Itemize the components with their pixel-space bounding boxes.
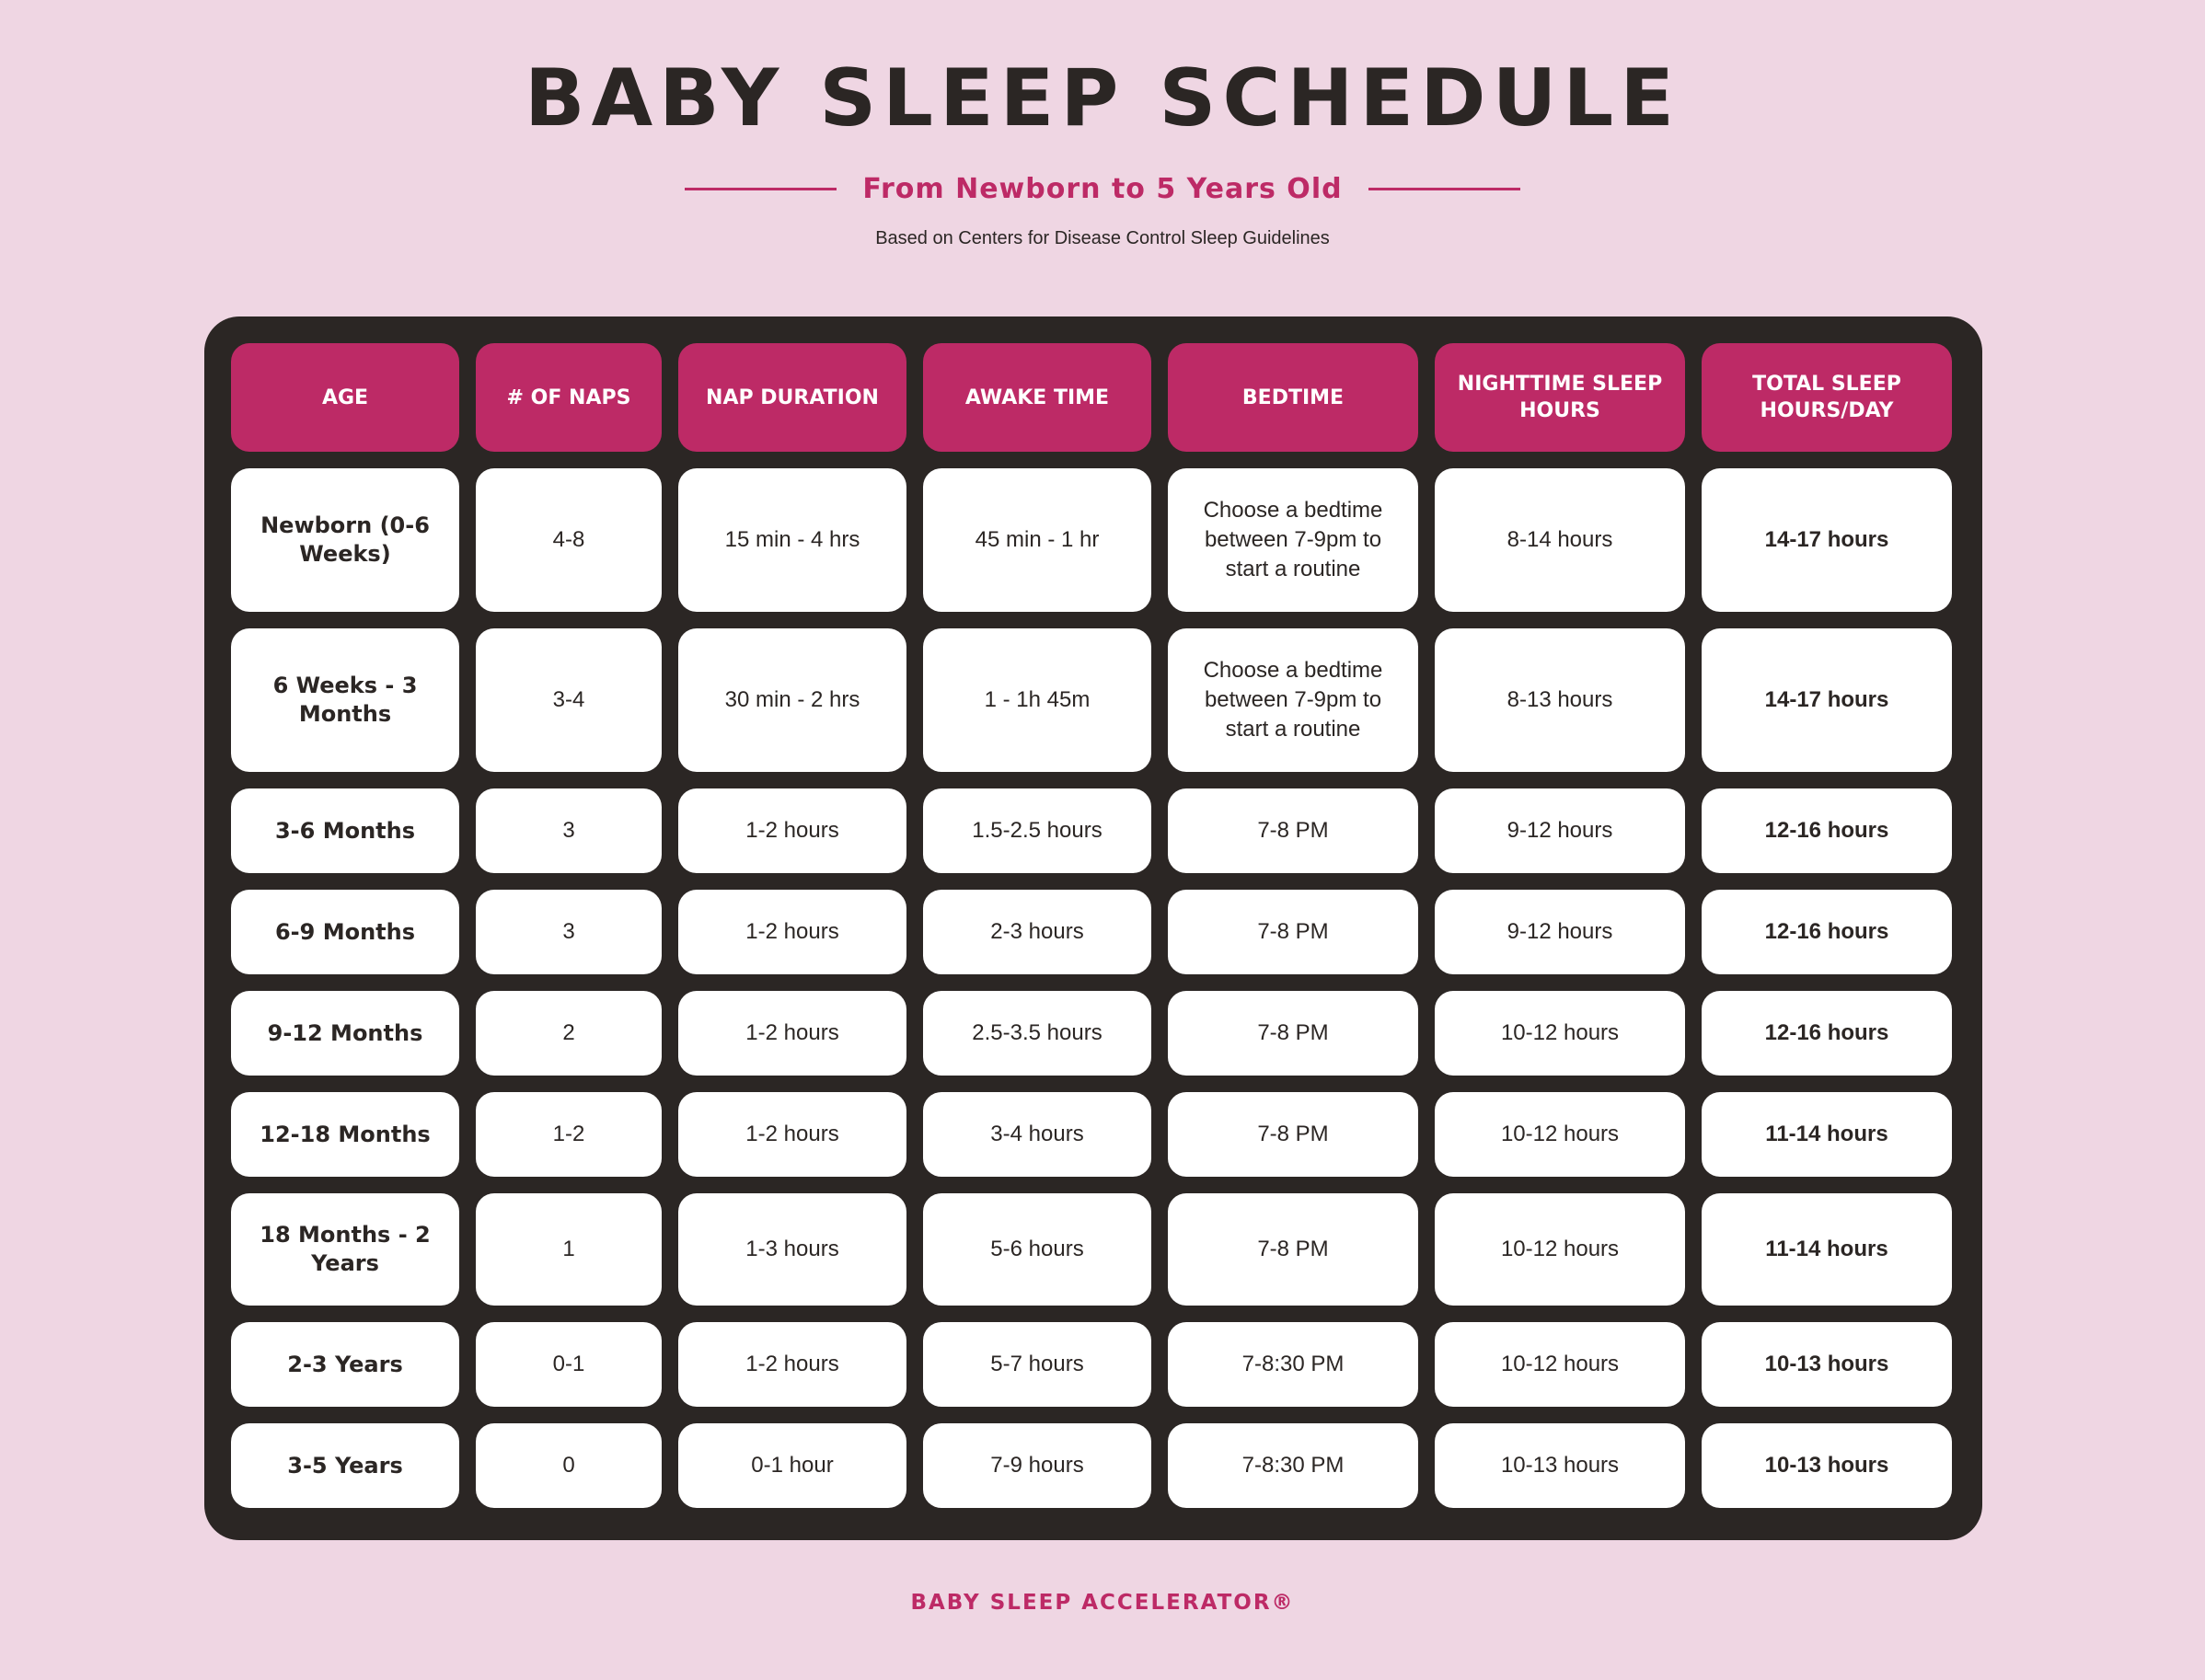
row-2-age: 6 Weeks - 3 Months	[231, 628, 459, 772]
row-1-age: Newborn (0-6 Weeks)	[231, 468, 459, 612]
row-9-naps: 0	[476, 1423, 662, 1508]
row-2-bedtime: Choose a bedtime between 7-9pm to start a routine	[1168, 628, 1418, 772]
header-total-sleep: TOTAL SLEEP HOURS/DAY	[1702, 343, 1952, 452]
row-7-age: 18 Months - 2 Years	[231, 1193, 459, 1306]
row-2-total-sleep: 14-17 hours	[1702, 628, 1952, 772]
row-6-age: 12-18 Months	[231, 1092, 459, 1177]
row-2-naps: 3-4	[476, 628, 662, 772]
row-4-bedtime: 7-8 PM	[1168, 890, 1418, 974]
schedule-grid	[231, 343, 1956, 1508]
row-5-awake-time: 2.5-3.5 hours	[923, 991, 1151, 1076]
row-5-nighttime-sleep: 10-12 hours	[1435, 991, 1685, 1076]
row-3-nighttime-sleep: 9-12 hours	[1435, 788, 1685, 873]
row-7-bedtime: 7-8 PM	[1168, 1193, 1418, 1306]
row-2-awake-time: 1 - 1h 45m	[923, 628, 1151, 772]
row-3-total-sleep: 12-16 hours	[1702, 788, 1952, 873]
row-5-nap-duration: 1-2 hours	[678, 991, 906, 1076]
row-3-nap-duration: 1-2 hours	[678, 788, 906, 873]
row-9-nighttime-sleep: 10-13 hours	[1435, 1423, 1685, 1508]
source-note: Based on Centers for Disease Control Sleep Guidelines	[875, 228, 1330, 248]
header-bedtime: BEDTIME	[1168, 343, 1418, 452]
row-9-nap-duration: 0-1 hour	[678, 1423, 906, 1508]
row-5-total-sleep: 12-16 hours	[1702, 991, 1952, 1076]
schedule-table	[204, 316, 1982, 1540]
row-9-total-sleep: 10-13 hours	[1702, 1423, 1952, 1508]
header-nighttime-sleep: NIGHTTIME SLEEP HOURS	[1435, 343, 1685, 452]
row-3-naps: 3	[476, 788, 662, 873]
row-5-naps: 2	[476, 991, 662, 1076]
row-6-bedtime: 7-8 PM	[1168, 1092, 1418, 1177]
row-6-total-sleep: 11-14 hours	[1702, 1092, 1952, 1177]
page-title: BABY SLEEP SCHEDULE	[525, 52, 1680, 144]
row-7-total-sleep: 11-14 hours	[1702, 1193, 1952, 1306]
row-4-naps: 3	[476, 890, 662, 974]
row-8-nap-duration: 1-2 hours	[678, 1322, 906, 1407]
row-4-age: 6-9 Months	[231, 890, 459, 974]
subtitle-row	[0, 173, 2205, 205]
row-3-awake-time: 1.5-2.5 hours	[923, 788, 1151, 873]
row-3-age: 3-6 Months	[231, 788, 459, 873]
row-5-bedtime: 7-8 PM	[1168, 991, 1418, 1076]
row-7-nap-duration: 1-3 hours	[678, 1193, 906, 1306]
row-1-nap-duration: 15 min - 4 hrs	[678, 468, 906, 612]
row-2-nighttime-sleep: 8-13 hours	[1435, 628, 1685, 772]
row-8-awake-time: 5-7 hours	[923, 1322, 1151, 1407]
row-9-awake-time: 7-9 hours	[923, 1423, 1151, 1508]
row-7-nighttime-sleep: 10-12 hours	[1435, 1193, 1685, 1306]
brand-footer: BABY SLEEP ACCELERATOR®	[910, 1591, 1295, 1615]
row-9-bedtime: 7-8:30 PM	[1168, 1423, 1418, 1508]
subtitle: From Newborn to 5 Years Old	[862, 173, 1343, 205]
row-4-awake-time: 2-3 hours	[923, 890, 1151, 974]
row-1-nighttime-sleep: 8-14 hours	[1435, 468, 1685, 612]
header-num-naps: # OF NAPS	[476, 343, 662, 452]
row-1-naps: 4-8	[476, 468, 662, 612]
row-6-nap-duration: 1-2 hours	[678, 1092, 906, 1177]
row-8-bedtime: 7-8:30 PM	[1168, 1322, 1418, 1407]
row-7-awake-time: 5-6 hours	[923, 1193, 1151, 1306]
header-awake-time: AWAKE TIME	[923, 343, 1151, 452]
row-1-bedtime: Choose a bedtime between 7-9pm to start a routine	[1168, 468, 1418, 612]
row-1-awake-time: 45 min - 1 hr	[923, 468, 1151, 612]
row-8-naps: 0-1	[476, 1322, 662, 1407]
row-8-total-sleep: 10-13 hours	[1702, 1322, 1952, 1407]
row-4-nap-duration: 1-2 hours	[678, 890, 906, 974]
row-1-total-sleep: 14-17 hours	[1702, 468, 1952, 612]
row-4-nighttime-sleep: 9-12 hours	[1435, 890, 1685, 974]
subtitle-rule-right	[1368, 188, 1520, 190]
subtitle-rule-left	[685, 188, 837, 190]
row-4-total-sleep: 12-16 hours	[1702, 890, 1952, 974]
row-3-bedtime: 7-8 PM	[1168, 788, 1418, 873]
row-8-nighttime-sleep: 10-12 hours	[1435, 1322, 1685, 1407]
row-5-age: 9-12 Months	[231, 991, 459, 1076]
row-6-nighttime-sleep: 10-12 hours	[1435, 1092, 1685, 1177]
row-6-awake-time: 3-4 hours	[923, 1092, 1151, 1177]
row-2-nap-duration: 30 min - 2 hrs	[678, 628, 906, 772]
row-9-age: 3-5 Years	[231, 1423, 459, 1508]
row-6-naps: 1-2	[476, 1092, 662, 1177]
header-nap-duration: NAP DURATION	[678, 343, 906, 452]
header-age: AGE	[231, 343, 459, 452]
row-8-age: 2-3 Years	[231, 1322, 459, 1407]
row-7-naps: 1	[476, 1193, 662, 1306]
